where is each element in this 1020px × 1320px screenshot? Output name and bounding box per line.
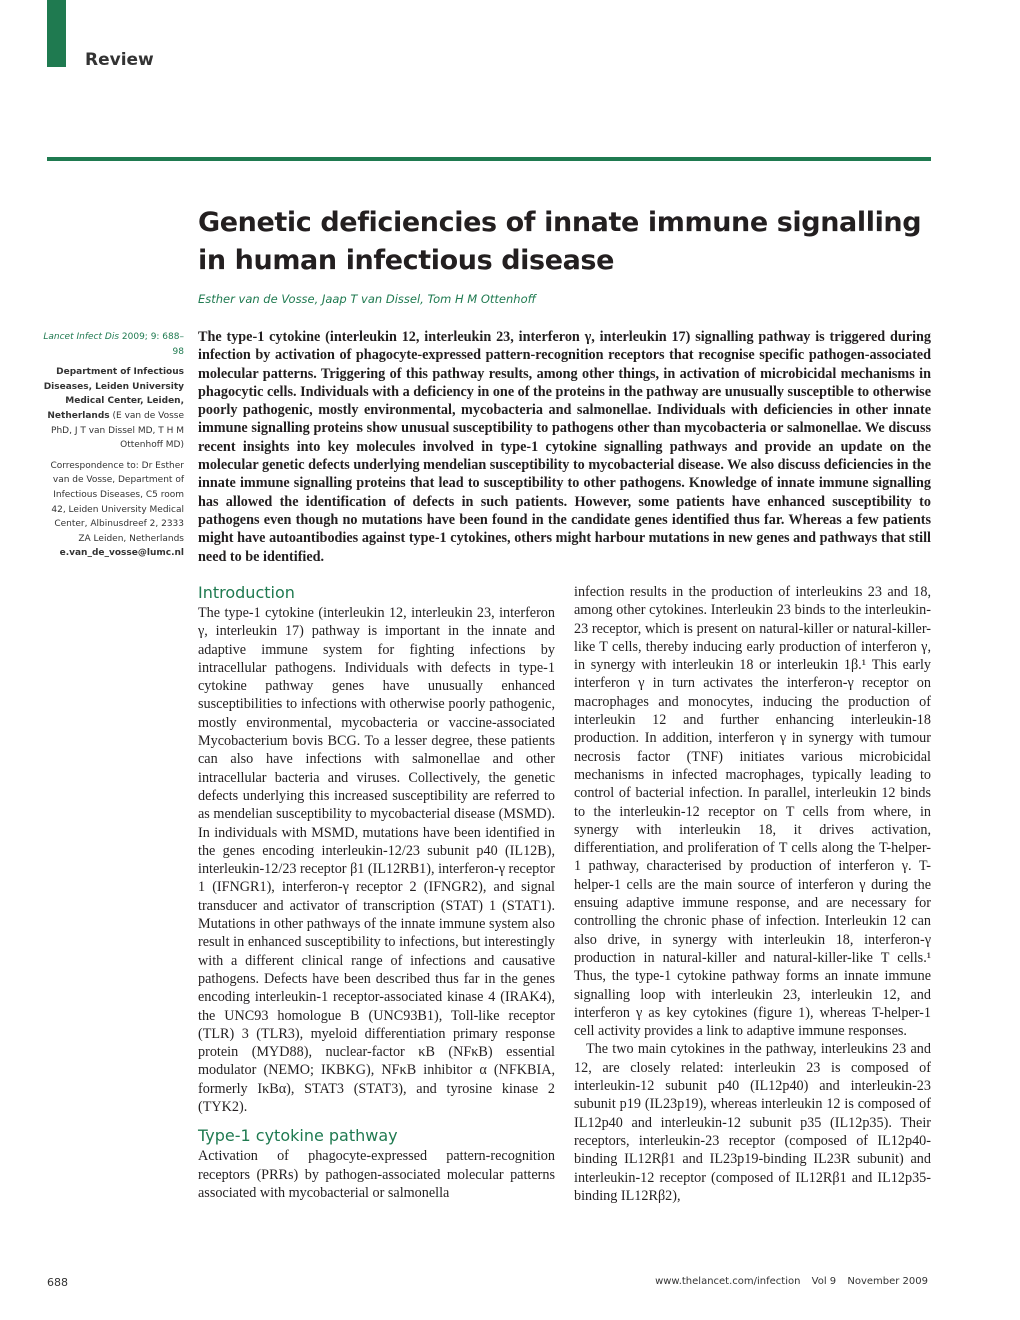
citation-journal: Lancet Infect Dis [43,332,120,342]
footer-volume: Vol 9 [811,1276,837,1287]
section-color-tab [47,0,66,67]
page-number: 688 [47,1276,68,1289]
correspondence-email[interactable]: e.van_de_vosse@lumc.nl [59,548,184,559]
affiliation [40,365,184,453]
article-title: Genetic deficiencies of innate immune signalling in human infectious disease [198,207,922,276]
header-rule [47,157,931,161]
affiliation-institution: Department of Infectious Diseases, Leiden University Medical Center, Leiden, Netherlands [43,367,184,421]
heading-introduction: Introduction [198,583,295,602]
sidebar-notes [40,330,184,567]
abstract: The type-1 cytokine (interleukin 12, interleukin 23, interferon γ, interleukin 17) signalling pathway is triggered during infection by activation of phagocyte-expressed pattern-recognition receptors that recognise specific pathogen-associated molecular patterns. Triggering of this pathway results, among other things, in activation of microbicidal mechanisms in phagocytic cells. Individuals with a deficiency in one of the proteins in the pathway are unusually susceptible to otherwise poorly pathogenic, mostly environmental, mycobacteria and salmonellae. Individuals with deficiencies in other innate immune signalling proteins show unusual susceptibility to pathogens other than mycobacteria or salmonellae. We discuss recent insights into key molecules involved in type-1 cytokine signalling pathways and provide an update on the molecular genetic defects underlying mendelian susceptibility to mycobacterial disease. We also discuss deficiencies in the innate immune signalling proteins that lead to susceptibility to other pathogens. Knowledge of innate immune signalling has allowed the identification of defects in such patients. However, some patients have enhanced susceptibility to pathogens even though no mutations have been found in the candidate genes identified thus far. Whereas a few patients might have autoantibodies against type-1 cytokines, others might harbour mutations in new genes and pathways that still need to be identified. [198,329,931,565]
citation-volume: 2009; 9: 688–98 [121,332,184,357]
body-column-right [574,583,931,1205]
cytokines-paragraph: The two main cytokines in the pathway, interleukins 23 and 12, are closely related: interleukin 23 is composed of interleukin-12 subunit p40 (IL12p40) and interleukin-23 subunit p19 (IL23p19), whereas interleukin 12 is composed of IL12p40 and interleukin-12 subunit p35 (IL12p35). Their receptors, interleukin-23 receptor (composed of IL12p40-binding IL12Rβ1 and IL23p19-binding IL23R subunit) and interleukin-12 receptor (composed of IL12Rβ1 and IL12p35-binding IL12Rβ2), [574,1041,931,1204]
footer-info [655,1276,928,1287]
correspondence [40,459,184,561]
pathway-paragraph-continued: infection results in the production of interleukins 23 and 18, among other cytokines. Interleukin 23 binds to the interleukin-23 receptor, which is present on natural-killer or natural-killer-like T cells, thereby inducing early production of interferon γ, in synergy with interleukin 18 or interleukin 1β.¹ This early interferon γ in turn activates the interferon-γ receptor on macrophages and monocytes, inducing the production of interleukin 12 and further enhancing interleukin-18 production. In addition, interferon γ in synergy with tumour necrosis factor (TNF) initiates various microbicidal mechanisms in infected macrophages, typically leading to control of bacterial infection. In parallel, interleukin 12 binds to the interleukin-12 receptor on T cells from where, in synergy with interleukin 18, it drives activation, differentiation, and proliferation of T cells along the T-helper-1 pathway, characterised by production of interferon γ. T-helper-1 cells are the main source of interferon γ during the ensuing adaptive immune response, and are necessary for controlling the chronic phase of infection. Interleukin 12 can also drive, in synergy with interleukin 18, interferon-γ production in natural-killer and natural-killer-like T cells.¹ Thus, the type-1 cytokine pathway forms an innate immune signalling loop with interleukin 23, interleukin 12, and interferon γ as key cytokines (figure 1), whereas T-helper-1 cell activity provides a link to adaptive immune responses. [574,584,931,1040]
affiliation-authors: (E van de Vosse PhD, J T van Dissel MD, T H M Ottenhoff MD) [51,410,184,451]
footer-date: November 2009 [847,1276,928,1287]
heading-type1-pathway: Type-1 cytokine pathway [198,1126,398,1146]
pathway-paragraph: Activation of phagocyte-expressed pattern-recognition receptors (PRRs) by pathogen-associated molecular patterns associated with mycobacterial or salmonella [198,1148,555,1201]
body-column-left [198,583,555,1202]
section-label: Review [85,50,154,70]
introduction-paragraph: The type-1 cytokine (interleukin 12, interleukin 23, interferon γ, interleukin 17) pathway is important in the innate and adaptive immune system for fighting infections by intracellular pathogens. Individuals with defects in type-1 cytokine pathway genes have unusually enhanced susceptibilities to infections with otherwise poorly pathogenic, mostly environmental, mycobacteria or vaccine-associated Mycobacterium bovis BCG. To a lesser degree, these patients can also have infections with salmonellae and other intracellular bacteria and viruses. Collectively, the genetic defects underlying this increased susceptibility are referred to as mendelian susceptibility to mycobacterial disease (MSMD). In individuals with MSMD, mutations have been identified in the genes encoding interleukin-12/23 subunit p40 (IL12B), interleukin-12/23 receptor β1 (IL12RB1), interferon-γ receptor 1 (IFNGR1), interferon-γ receptor 2 (IFNGR2), and signal transducer and activator of transcription (STAT) 1 (STAT1). Mutations in other pathways of the innate immune system also result in enhanced susceptibility to infections, but interestingly with a different clinical range of infections and causative pathogens. Defects have been described thus far in the genes encoding interleukin-1 receptor-associated kinase 4 (IRAK4), the UNC93 homologue B (UNC93B1), Toll-like receptor (TLR) 3 (TLR3), myeloid differentiation primary response protein (MYD88), nuclear-factor κB (NFκB) essential modulator (NEMO; IKBKG), NFκB inhibitor α (NFKBIA, formerly IκBα), STAT3 (STAT3), and tyrosine kinase 2 (TYK2). [198,605,556,1116]
article-authors: Esther van de Vosse, Jaap T van Dissel, Tom H M Ottenhoff [198,292,536,306]
footer-url[interactable]: www.thelancet.com/infection [655,1276,801,1287]
correspondence-address: Correspondence to: Dr Esther van de Vosse, Department of Infectious Diseases, C5 room 42, Leiden University Medical Center, Albinusdreef 2, 2333 ZA Leiden, Netherlands [50,460,184,544]
citation [40,330,184,359]
